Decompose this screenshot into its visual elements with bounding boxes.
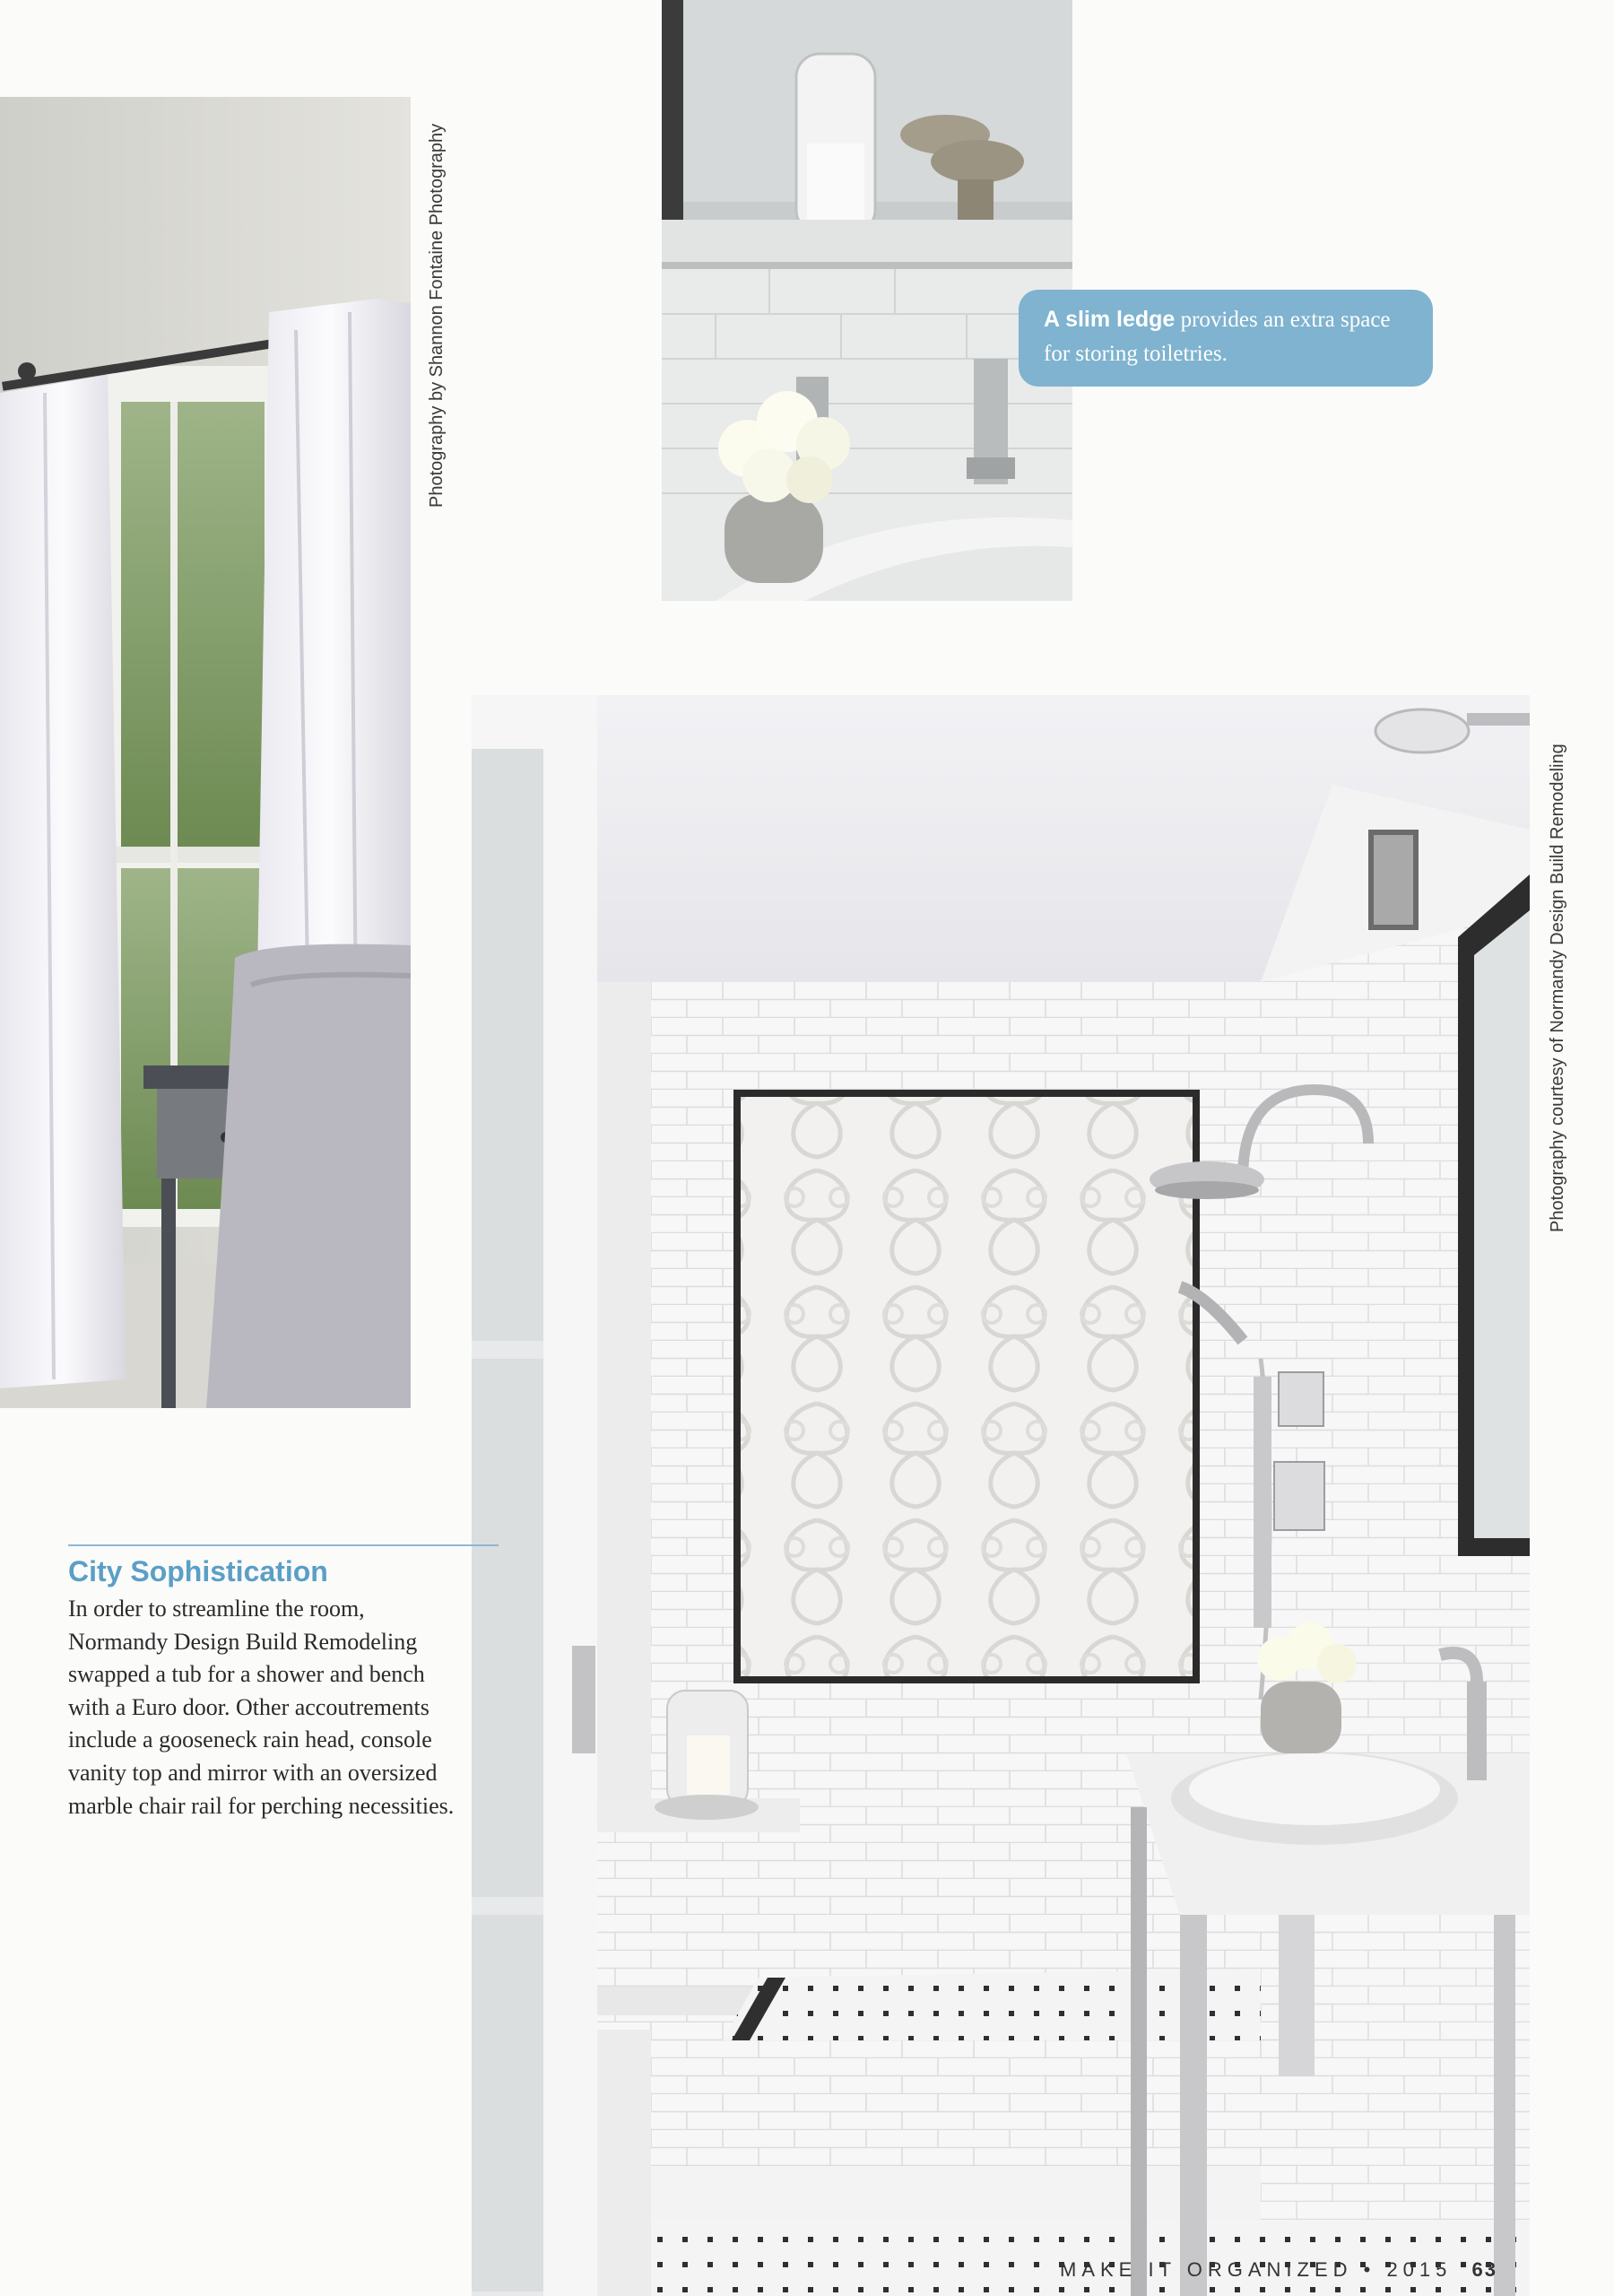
callout-bold-text: A slim ledge xyxy=(1044,307,1176,332)
photo-window-curtains xyxy=(0,97,411,1408)
page-number: 63 xyxy=(1471,2258,1497,2281)
article-body: In order to streamline the room, Normandy Design Build Remodeling swapped a tub for a shower and bench with a Euro door. Other accoutrements include a gooseneck rain head, console vanity top and mirror with an oversized marble chair rail for perching necessities. xyxy=(68,1596,455,1819)
callout-text: provides an extra space for storing toiletries. xyxy=(1044,308,1391,366)
photo-credit-shannon: Photography by Shannon Fontaine Photography xyxy=(427,123,447,508)
ledge-callout xyxy=(1019,290,1433,387)
heading-rule xyxy=(68,1544,499,1546)
window-curtains-illustration xyxy=(0,97,411,1408)
ledge-closeup-illustration xyxy=(662,0,1072,601)
photo-ledge-closeup xyxy=(662,0,1072,601)
photo-main-bathroom xyxy=(472,695,1530,2296)
footer-magazine: MAKE IT ORGANIZED • 2015 xyxy=(1060,2258,1453,2281)
page-footer xyxy=(1060,2258,1497,2282)
article-heading: City Sophistication xyxy=(68,1555,328,1587)
photo-credit-normandy: Photography courtesy of Normandy Design Build Remodeling xyxy=(1548,744,1567,1232)
bathroom-shower-illustration xyxy=(472,695,1530,2296)
